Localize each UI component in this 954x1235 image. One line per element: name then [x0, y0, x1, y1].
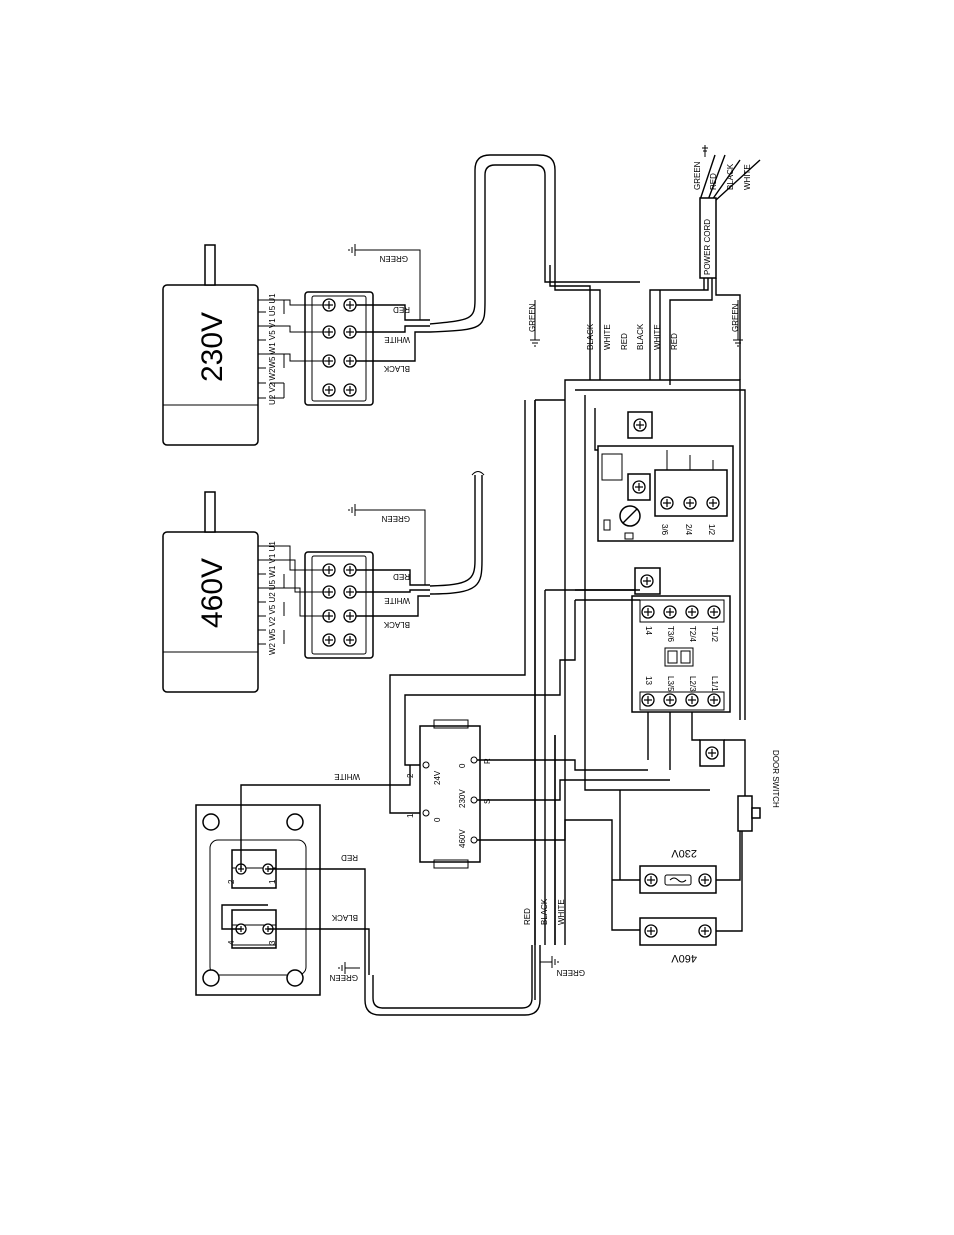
power-cord-label: POWER CORD [703, 219, 712, 275]
fuse-230v [640, 847, 716, 893]
power-cord-wire-1: RED [709, 173, 718, 190]
fuse-460v [640, 918, 716, 964]
wire-label-4: WHITE [653, 324, 662, 350]
overload-terminal-1: 2/4 [684, 524, 693, 536]
overload-terminal-0: 3/6 [660, 524, 669, 536]
switch-box [196, 765, 410, 995]
bottom-white-label: WHITE [557, 899, 566, 925]
motor-460v-red-label: RED [393, 572, 410, 581]
transformer-tap-s: S [483, 798, 492, 804]
contactor-bottom-1: L3/5 [666, 676, 675, 692]
transformer-230v: 230V [458, 789, 467, 808]
motor-cable-ground-label: GREEN [528, 303, 537, 332]
contactor-top-1: T3/6 [666, 626, 675, 643]
contactor-top-3: T1/2 [710, 626, 719, 643]
motor-460v-ground-label: GREEN [381, 514, 410, 523]
motor-230v-label: 230V [196, 311, 229, 382]
power-cord-wire-0: GREEN [693, 161, 702, 190]
door-switch-label: DOOR SWITCH [771, 750, 780, 808]
motor-230v-ground-label: GREEN [379, 254, 408, 263]
terminal-block-230v [266, 244, 430, 405]
motor-460v-white-label: WHITE [384, 596, 410, 605]
wire-label-3: BLACK [636, 323, 645, 350]
transformer-terminal-2: 2 [406, 773, 415, 778]
contactor-bottom-2: L2/3 [688, 676, 697, 692]
transformer-tap-r: R [483, 758, 492, 764]
switch-terminal-3: 3 [268, 940, 277, 945]
overload-terminal-2: 1/2 [707, 524, 716, 536]
wire-label-0: BLACK [586, 323, 595, 350]
power-cord-wire-3: WHITE [743, 164, 752, 190]
motor-230v-red-label: RED [393, 305, 410, 314]
bottom-ground-label: GREEN [556, 968, 585, 977]
contactor-bottom-3: L1/1 [710, 676, 719, 692]
motor-230v [163, 245, 284, 445]
switch-white-label: WHITE [334, 772, 360, 781]
contactor-top-0: 14 [644, 626, 653, 635]
fuse-230v-label: 230V [671, 847, 697, 859]
motor-460v [163, 492, 284, 692]
motor-460v-black-label: BLACK [383, 620, 410, 629]
switch-ground-label: GREEN [329, 973, 358, 982]
switch-red-label: RED [341, 853, 358, 862]
power-cord-ground-label: GREEN [731, 303, 740, 332]
terminal-block-460v [266, 504, 430, 658]
motor-460v-label: 460V [196, 557, 229, 628]
fuse-460v-label: 460V [671, 952, 697, 964]
motor-230v-black-label: BLACK [383, 364, 410, 373]
transformer-24v: 24V [433, 770, 442, 785]
door-switch [724, 740, 780, 831]
power-cord [650, 145, 760, 385]
overload-relay [598, 412, 733, 541]
bottom-red-label: RED [523, 908, 532, 925]
transformer-terminal-1: 1 [406, 813, 415, 818]
motor-230v-terminals: U2 V2 W2W5 W1 V5 V1 U5 U1 [268, 293, 277, 405]
switch-black-label: BLACK [331, 913, 358, 922]
switch-terminal-2: 2 [227, 879, 236, 884]
motor-460v-terminals: W2 W5 V2 V5 U2 U5 W1 V1 U1 [268, 541, 277, 655]
transformer-0-right: 0 [458, 763, 467, 768]
switch-terminal-4: 4 [227, 940, 236, 945]
power-cord-wire-2: BLACK [726, 163, 735, 190]
motor-230v-white-label: WHITE [384, 335, 410, 344]
wire-label-5: RED [670, 333, 679, 350]
wire-label-2: RED [620, 333, 629, 350]
transformer-460v: 460V [458, 829, 467, 848]
wire-label-1: WHITE [603, 324, 612, 350]
contactor-bottom-0: 13 [644, 676, 653, 685]
contactor-top-2: T2/4 [688, 626, 697, 643]
transformer-0-left: 0 [433, 817, 442, 822]
bottom-black-label: BLACK [540, 898, 549, 925]
switch-terminal-1: 1 [268, 879, 277, 884]
